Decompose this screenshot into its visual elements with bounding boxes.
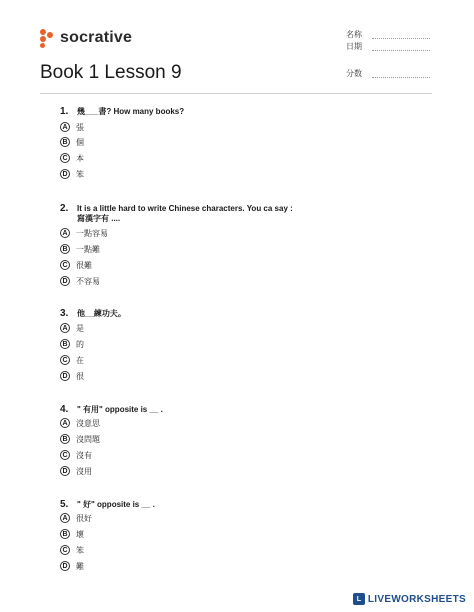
- option-letter: B: [60, 434, 70, 444]
- question-number: 1.: [60, 106, 69, 117]
- option-text: 本: [76, 153, 84, 163]
- q3-option-b[interactable]: [60, 338, 84, 350]
- q2-option-a[interactable]: [60, 227, 108, 239]
- score-label: 分数: [346, 69, 362, 78]
- q5-option-b[interactable]: [60, 528, 84, 540]
- option-letter: A: [60, 513, 70, 523]
- option-letter: C: [60, 355, 70, 365]
- option-text: 笨: [76, 545, 84, 555]
- option-letter: C: [60, 545, 70, 555]
- option-text: 難: [76, 561, 84, 571]
- q4-option-c[interactable]: [60, 449, 92, 461]
- option-text: 的: [76, 339, 84, 349]
- option-letter: D: [60, 561, 70, 571]
- q3-option-c[interactable]: [60, 354, 84, 366]
- liveworksheets-watermark: [353, 592, 466, 606]
- option-text: 在: [76, 355, 84, 365]
- option-text: 沒問題: [76, 434, 100, 444]
- q2-option-b[interactable]: [60, 243, 100, 255]
- page-title: Book 1 Lesson 9: [40, 62, 182, 83]
- date-label: 日期: [346, 42, 362, 51]
- question-number: 4.: [60, 404, 69, 415]
- option-text: 沒意思: [76, 418, 100, 428]
- option-letter: C: [60, 260, 70, 270]
- option-text: 一點難: [76, 244, 100, 254]
- question-number: 2.: [60, 203, 69, 214]
- q4-option-d[interactable]: [60, 465, 92, 477]
- logo-text: socrative: [60, 29, 133, 46]
- question-text: 他__練功夫。: [77, 309, 126, 318]
- q4-option-b[interactable]: [60, 433, 100, 445]
- q1-option-d[interactable]: [60, 168, 84, 180]
- option-text: 笨: [76, 169, 84, 179]
- socrative-logo: [40, 28, 132, 48]
- question-number: 3.: [60, 308, 69, 319]
- option-letter: D: [60, 371, 70, 381]
- option-text: 沒有: [76, 450, 92, 460]
- option-text: 很好: [76, 513, 92, 523]
- q2-option-d[interactable]: [60, 275, 100, 287]
- option-letter: A: [60, 323, 70, 333]
- option-letter: B: [60, 529, 70, 539]
- question-text: [77, 204, 377, 224]
- q1-option-c[interactable]: [60, 152, 84, 164]
- question-text: 幾___書? How many books?: [77, 107, 185, 116]
- date-field[interactable]: [372, 50, 430, 51]
- q5-option-c[interactable]: [60, 544, 84, 556]
- liveworksheets-logo-icon: L: [353, 593, 365, 605]
- option-letter: B: [60, 137, 70, 147]
- question-text: " 好" opposite is __ .: [77, 500, 155, 509]
- question-text: " 有用" opposite is __ .: [77, 405, 163, 414]
- header-divider: [40, 93, 432, 94]
- name-field[interactable]: [372, 38, 430, 39]
- q2-option-c[interactable]: [60, 259, 92, 271]
- option-text: 個: [76, 137, 84, 147]
- option-letter: D: [60, 466, 70, 476]
- option-text: 沒用: [76, 466, 92, 476]
- option-letter: D: [60, 276, 70, 286]
- option-letter: B: [60, 339, 70, 349]
- score-field[interactable]: [372, 77, 430, 78]
- option-letter: A: [60, 228, 70, 238]
- question-text-line-1: It is a little hard to write Chinese characters. You ca say :: [77, 204, 293, 213]
- option-letter: A: [60, 418, 70, 428]
- option-letter: C: [60, 153, 70, 163]
- question-number: 5.: [60, 499, 69, 510]
- option-letter: D: [60, 169, 70, 179]
- q1-option-b[interactable]: [60, 136, 84, 148]
- q3-option-d[interactable]: [60, 370, 84, 382]
- option-letter: C: [60, 450, 70, 460]
- q1-option-a[interactable]: [60, 121, 84, 133]
- q3-option-a[interactable]: [60, 322, 84, 334]
- q5-option-a[interactable]: [60, 512, 92, 524]
- option-letter: A: [60, 122, 70, 132]
- option-text: 一點容易: [76, 228, 108, 238]
- option-text: 是: [76, 323, 84, 333]
- option-letter: B: [60, 244, 70, 254]
- question-text-line-2: 寫漢字有 ....: [77, 214, 121, 223]
- option-text: 壞: [76, 529, 84, 539]
- socrative-logo-icon: [40, 29, 56, 47]
- q5-option-d[interactable]: [60, 560, 84, 572]
- option-text: 不容易: [76, 276, 100, 286]
- name-label: 名称: [346, 30, 362, 39]
- option-text: 很: [76, 371, 84, 381]
- option-text: 很難: [76, 260, 92, 270]
- liveworksheets-brand: LIVEWORKSHEETS: [367, 593, 466, 605]
- q4-option-a[interactable]: [60, 417, 100, 429]
- option-text: 張: [76, 122, 84, 132]
